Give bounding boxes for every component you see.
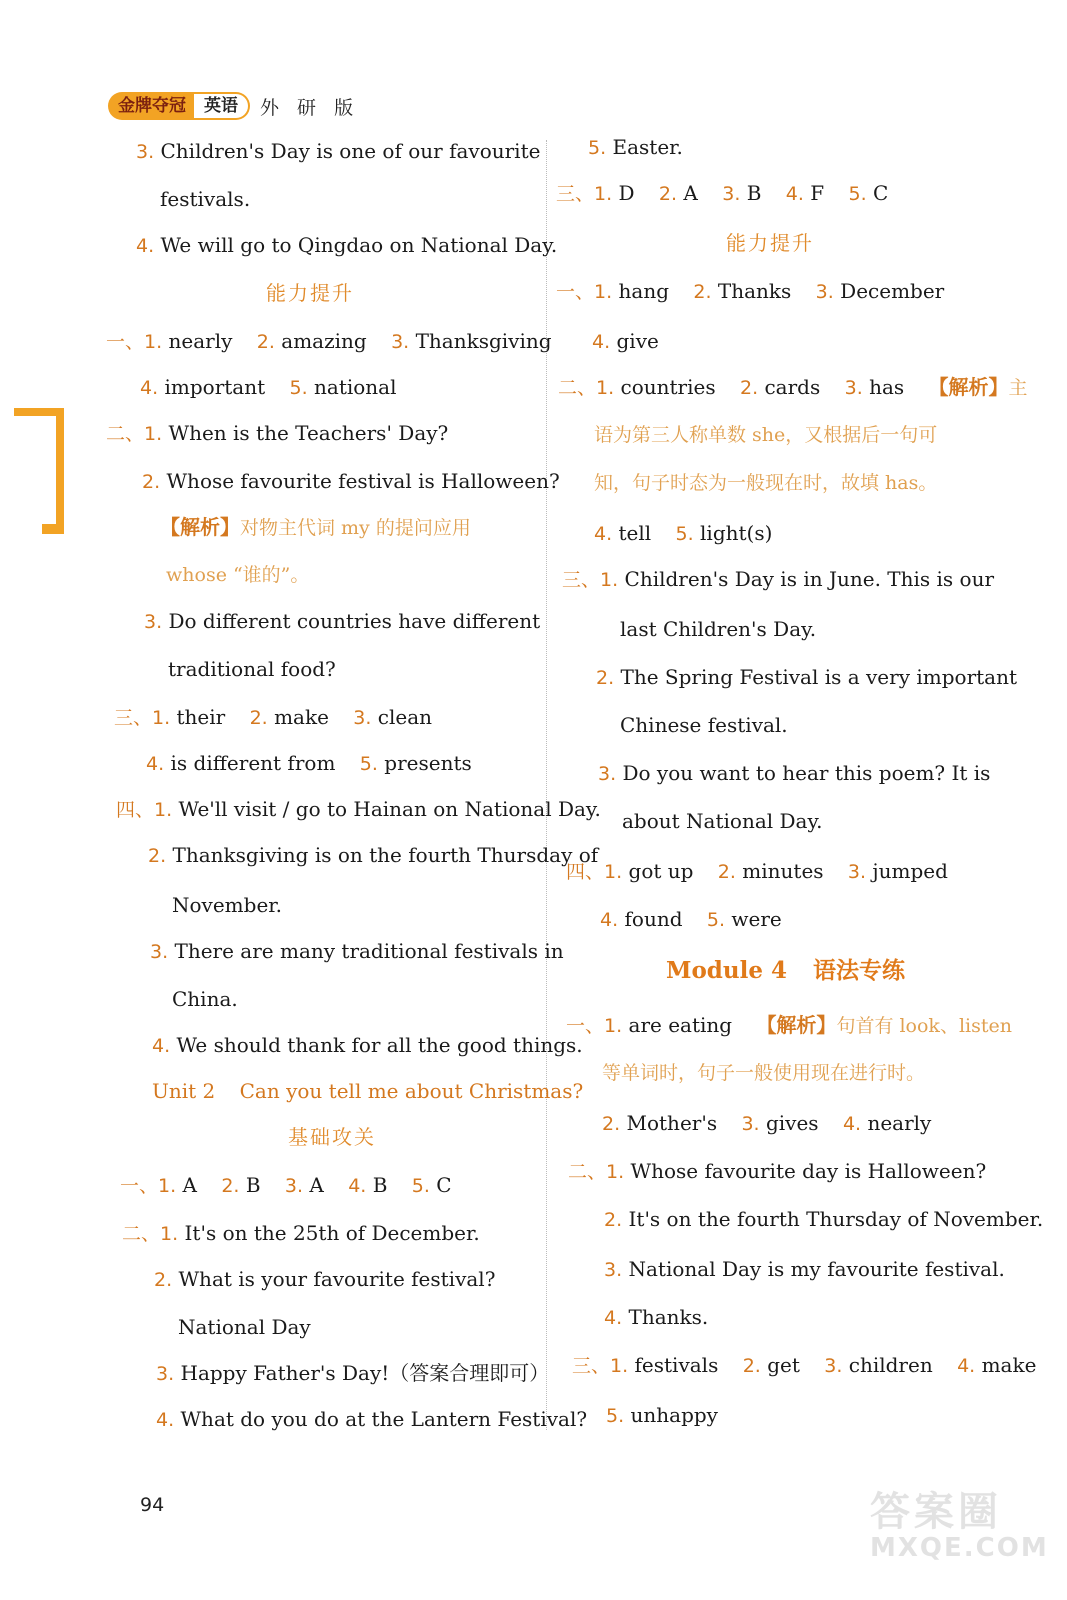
left-section-4c: [172, 892, 282, 918]
left-section-2e: [144, 608, 540, 635]
answer-text: get: [767, 1353, 800, 1377]
left-explanation-1: [160, 514, 471, 541]
answer-text: make: [274, 705, 329, 729]
module-label: Module 4: [666, 957, 787, 984]
answer-text: traditional food?: [168, 657, 336, 681]
explanation-tag: 【解析】: [160, 515, 240, 539]
answer-text: presents: [384, 751, 472, 775]
item-number: 4.: [600, 909, 619, 931]
right-grammar-3: [572, 1352, 1036, 1379]
watermark-bottom: MXQE.COM: [870, 1533, 1049, 1563]
item-number: 3.: [815, 281, 834, 303]
item-number: 5.: [359, 753, 378, 775]
left-section-3b: [146, 750, 472, 777]
item-number: 2.: [142, 471, 161, 493]
item-number: 3.: [156, 1363, 175, 1385]
item-number: 1.: [594, 281, 613, 303]
section-marker: 二、: [558, 377, 597, 399]
item-number: 4.: [348, 1175, 367, 1197]
item-number: 3.: [150, 941, 169, 963]
answer-text: A: [683, 181, 698, 205]
answer-text: What is your favourite festival?: [178, 1267, 496, 1291]
left-basic-2: [122, 1220, 480, 1247]
item-number: 5.: [588, 137, 607, 159]
answer-text: Thanks: [717, 279, 792, 303]
item-number: 4.: [156, 1409, 175, 1431]
item-number: 1.: [144, 331, 163, 353]
answer-text: jumped: [872, 859, 948, 883]
section-marker: 三、: [562, 569, 601, 591]
right-ability-3: [562, 566, 994, 593]
item-number: 3.: [284, 1175, 304, 1197]
item-number: 3.: [604, 1259, 623, 1281]
section-marker: 一、: [120, 1175, 159, 1197]
answer-text: It's on the fourth Thursday of November.: [628, 1207, 1044, 1231]
item-number: 4.: [592, 331, 611, 353]
answer-text: National Day: [178, 1315, 311, 1339]
item-number: 4.: [136, 235, 155, 257]
section-marker: 四、: [566, 861, 605, 883]
answer-text: countries: [620, 375, 716, 399]
item-number: 2.: [717, 861, 736, 883]
item-number: 4.: [140, 377, 159, 399]
item-number: 2.: [604, 1209, 623, 1231]
answer-text: Easter.: [612, 135, 683, 159]
right-ability-3b: [620, 616, 816, 642]
answer-text: Children's Day is in June. This is our: [624, 567, 995, 591]
explanation-tag: 【解析】: [756, 1013, 837, 1037]
answer-text: We should thank for all the good things.: [176, 1033, 583, 1057]
right-ability-4b: [600, 906, 782, 933]
section-marker: 二、: [106, 423, 145, 445]
right-ability-1b: [592, 328, 659, 355]
left-section-1: [106, 328, 552, 355]
answer-text: amazing: [281, 329, 367, 353]
item-number: 4.: [594, 523, 613, 545]
answer-text: Happy Father's Day!（答案合理即可）: [180, 1361, 550, 1385]
item-number: 5.: [289, 377, 308, 399]
answer-text: China.: [172, 987, 238, 1011]
right-ability-3d: [620, 712, 788, 738]
item-number: 1.: [144, 423, 163, 445]
item-number: 2.: [221, 1175, 240, 1197]
right-ability-3f: [622, 808, 822, 834]
book-header-badge: [108, 92, 359, 120]
answer-text: We'll visit / go to Hainan on National Day.: [178, 797, 601, 821]
answer-text: Children's Day is one of our favourite: [160, 139, 541, 163]
unit-heading: [152, 1078, 583, 1104]
answer-text: Whose favourite day is Halloween?: [630, 1159, 987, 1183]
item-number: 5.: [606, 1405, 625, 1427]
item-number: 1.: [604, 1015, 623, 1037]
item-number: 3.: [847, 861, 867, 883]
left-section-2b: [142, 468, 560, 495]
answer-text: What do you do at the Lantern Festival?: [180, 1407, 588, 1431]
answer-text: There are many traditional festivals in: [174, 939, 564, 963]
answer-text: Thanksgiving: [415, 329, 552, 353]
right-grammar-3b: [606, 1402, 718, 1429]
item-number: 2.: [742, 1355, 761, 1377]
answer-text: has: [869, 375, 905, 399]
answer-text: December: [840, 279, 945, 303]
item-number: 3.: [391, 331, 410, 353]
answer-text: were: [731, 907, 782, 931]
item-number: 1.: [606, 1161, 625, 1183]
section-marker: 三、: [114, 707, 153, 729]
right-ability-1: [556, 278, 944, 305]
answer-text: B: [245, 1173, 261, 1197]
left-section-4d: [150, 938, 564, 965]
explanation-tag: 【解析】: [928, 375, 1009, 399]
item-number: 5.: [675, 523, 694, 545]
answer-text: festivals.: [160, 187, 251, 211]
right-grammar-1c: [602, 1110, 931, 1137]
right-ability-2: [558, 374, 1028, 401]
answer-text: make: [981, 1353, 1037, 1377]
answer-text: C: [873, 181, 889, 205]
explanation-text: 句首有 look、listen: [836, 1015, 1012, 1037]
left-line-2: [160, 186, 250, 212]
item-number: 2.: [256, 331, 275, 353]
right-grammar-2b: [604, 1206, 1043, 1233]
item-number: 4.: [152, 1035, 171, 1057]
subject-label: 英语: [194, 92, 250, 120]
section-marker: 二、: [122, 1223, 161, 1245]
answer-text: nearly: [168, 329, 233, 353]
answer-text: When is the Teachers' Day?: [168, 421, 449, 445]
left-basic-2b: [154, 1266, 495, 1293]
item-number: 2.: [148, 845, 167, 867]
item-number: 1.: [154, 799, 173, 821]
answer-text: B: [372, 1173, 388, 1197]
answer-text: B: [746, 181, 762, 205]
left-section-3: [114, 704, 432, 731]
answer-text: cards: [764, 375, 821, 399]
left-basic-1: [120, 1172, 452, 1199]
item-number: 1.: [600, 569, 619, 591]
answer-text: unhappy: [630, 1403, 718, 1427]
answer-text: Thanksgiving is on the fourth Thursday of: [172, 843, 599, 867]
module-heading: [666, 958, 905, 984]
item-number: 4.: [957, 1355, 976, 1377]
answer-text: hang: [618, 279, 670, 303]
item-number: 3.: [353, 707, 372, 729]
right-ability-3e: [598, 760, 990, 787]
item-number: 2.: [249, 707, 268, 729]
answer-text: clean: [377, 705, 433, 729]
left-section-4e: [172, 986, 238, 1012]
answer-text: It's on the 25th of December.: [184, 1221, 480, 1245]
left-explanation-2: whose “谁的”。: [166, 564, 310, 586]
right-grammar-2c: [604, 1256, 1005, 1283]
explanation-text: 主: [1008, 377, 1028, 399]
answer-text: Thanks.: [628, 1305, 709, 1329]
left-basic-2e: [156, 1406, 587, 1433]
item-number: 3.: [136, 141, 155, 163]
item-number: 1.: [604, 861, 623, 883]
unit-label: Unit 2: [152, 1079, 216, 1103]
right-grammar-2d: [604, 1304, 708, 1331]
left-section-4: [116, 796, 601, 823]
item-number: 3.: [144, 611, 163, 633]
right-line-1: [588, 134, 683, 161]
item-number: 1.: [152, 707, 171, 729]
answer-text: The Spring Festival is a very important: [620, 665, 1018, 689]
section-marker: 三、: [572, 1355, 611, 1377]
section-heading-ability-right: 能力提升: [726, 231, 814, 255]
right-grammar-2: [568, 1158, 986, 1185]
item-number: 5.: [706, 909, 726, 931]
answer-text: Mother's: [626, 1111, 718, 1135]
item-number: 3.: [741, 1113, 760, 1135]
right-explanation-2: 语为第三人称单数 she，又根据后一句可: [594, 424, 938, 446]
answer-text: light(s): [700, 521, 773, 545]
right-ability-4: [566, 858, 948, 885]
page-number: 94: [140, 1494, 165, 1516]
item-number: 2.: [154, 1269, 173, 1291]
section-marker: 一、: [106, 331, 145, 353]
right-ability-2d: [594, 520, 772, 547]
module-title: 语法专练: [813, 957, 906, 984]
answer-text: is different from: [170, 751, 336, 775]
item-number: 2.: [739, 377, 759, 399]
section-heading-ability: 能力提升: [266, 281, 354, 305]
answer-text: national: [314, 375, 397, 399]
item-number: 1.: [160, 1223, 179, 1245]
answer-text: C: [436, 1173, 452, 1197]
item-number: 2.: [693, 281, 712, 303]
section-marker: 一、: [556, 281, 595, 303]
item-number: 3.: [598, 763, 617, 785]
item-number: 4.: [842, 1113, 862, 1135]
section-marker: 四、: [116, 799, 155, 821]
answer-text: their: [176, 705, 226, 729]
left-section-1b: [140, 374, 397, 401]
item-number: 4.: [146, 753, 165, 775]
answer-text: important: [164, 375, 266, 399]
answer-text: got up: [628, 859, 694, 883]
item-number: 5.: [848, 183, 867, 205]
left-line-1: [136, 138, 540, 165]
left-line-3: [136, 232, 557, 259]
answer-text: children: [848, 1353, 933, 1377]
right-grammar-explanation: 等单词时，句子一般使用现在进行时。: [602, 1062, 926, 1084]
item-number: 4.: [785, 183, 804, 205]
sidebar-tab-decoration: [14, 406, 66, 536]
answer-text: Chinese festival.: [620, 713, 788, 737]
item-number: 3.: [844, 377, 863, 399]
watermark-logo: [870, 1480, 1049, 1563]
answer-text: give: [616, 329, 659, 353]
section-heading-basic: 基础攻关: [288, 1125, 376, 1149]
left-basic-2d: [156, 1360, 549, 1387]
right-grammar-1: [566, 1012, 1012, 1039]
left-section-2f: [168, 656, 336, 682]
answer-text: November.: [172, 893, 282, 917]
unit-title: Can you tell me about Christmas?: [239, 1079, 584, 1103]
explanation-text: 对物主代词 my 的提问应用: [240, 517, 471, 539]
answer-text: are eating: [628, 1013, 733, 1037]
right-explanation-3: 知，句子时态为一般现在时，故填 has。: [594, 472, 938, 494]
item-number: 1.: [158, 1175, 177, 1197]
answer-text: festivals: [634, 1353, 719, 1377]
left-section-4b: [148, 842, 598, 869]
answer-text: Do different countries have different: [168, 609, 541, 633]
answer-text: nearly: [867, 1111, 932, 1135]
section-marker: 一、: [566, 1015, 605, 1037]
item-number: 5.: [411, 1175, 430, 1197]
item-number: 1.: [594, 183, 613, 205]
answer-text: tell: [618, 521, 652, 545]
left-section-2: [106, 420, 448, 447]
answer-text: We will go to Qingdao on National Day.: [160, 233, 558, 257]
left-basic-2c: [178, 1314, 311, 1340]
section-marker: 二、: [568, 1161, 607, 1183]
item-number: 1.: [610, 1355, 629, 1377]
answer-text: found: [624, 907, 683, 931]
answer-text: Do you want to hear this poem? It is: [622, 761, 991, 785]
item-number: 3.: [824, 1355, 843, 1377]
left-section-4f: [152, 1032, 583, 1059]
right-line-2: [556, 180, 888, 207]
answer-text: F: [810, 181, 825, 205]
watermark-top: 答案圈: [870, 1489, 1002, 1535]
section-marker: 三、: [556, 183, 595, 205]
answer-text: A: [309, 1173, 324, 1197]
item-number: 2.: [602, 1113, 621, 1135]
answer-text: about National Day.: [622, 809, 823, 833]
item-number: 1.: [596, 377, 615, 399]
answer-text: D: [618, 181, 635, 205]
answer-text: minutes: [742, 859, 824, 883]
item-number: 3.: [722, 183, 741, 205]
item-number: 2.: [658, 183, 678, 205]
edition-label: 外 研 版: [260, 96, 360, 119]
brand-label: 金牌夺冠: [108, 92, 194, 120]
answer-text: last Children's Day.: [620, 617, 817, 641]
answer-text: A: [182, 1173, 197, 1197]
right-ability-3c: [596, 664, 1017, 691]
item-number: 4.: [604, 1307, 623, 1329]
answer-text: gives: [765, 1111, 819, 1135]
answer-text: National Day is my favourite festival.: [628, 1257, 1005, 1281]
item-number: 2.: [596, 667, 615, 689]
answer-text: Whose favourite festival is Halloween?: [166, 469, 560, 493]
